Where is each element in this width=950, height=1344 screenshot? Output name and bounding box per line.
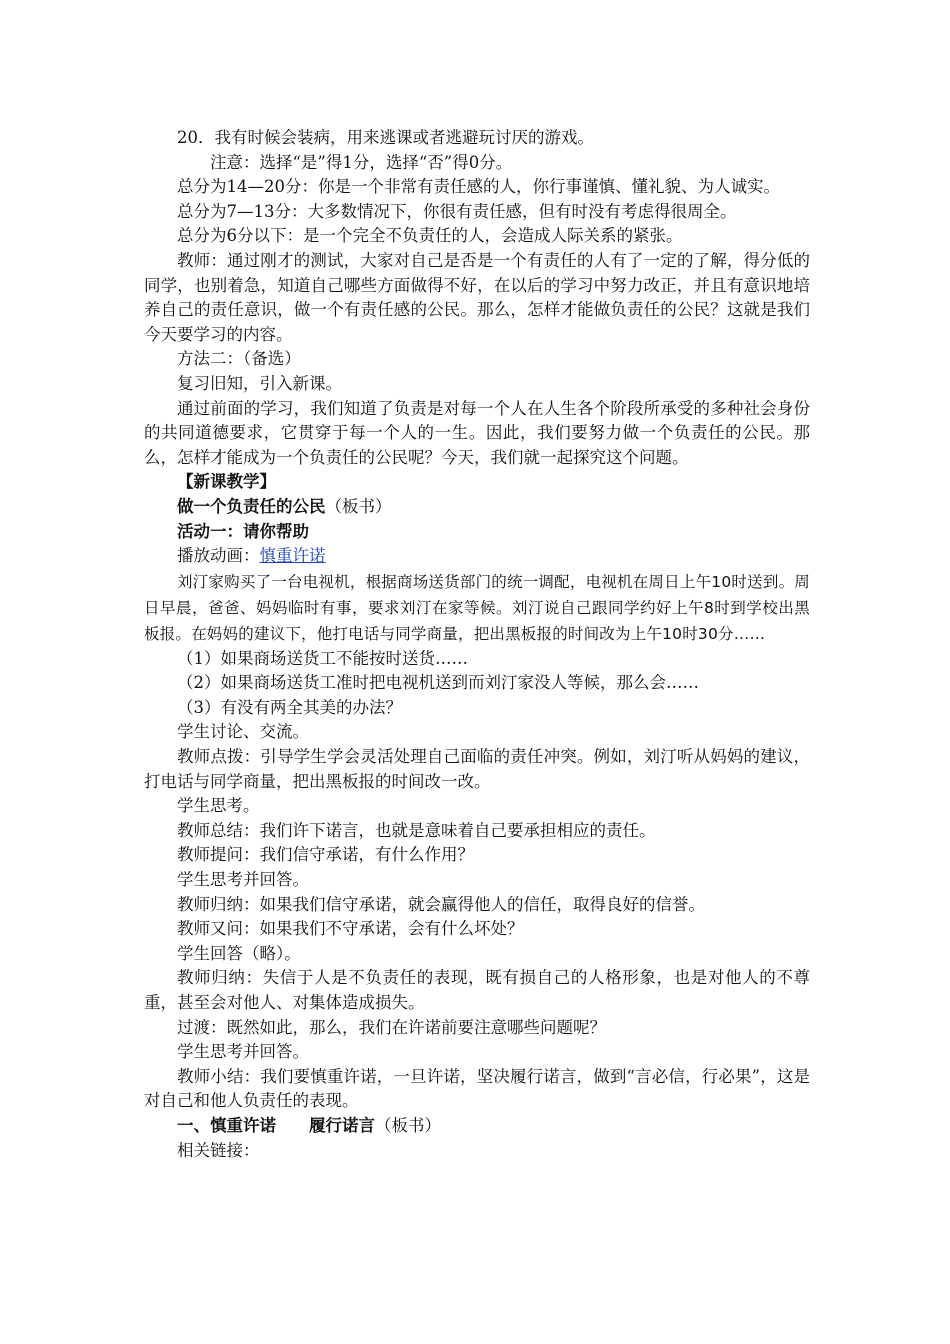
play-animation-label: 播放动画： [177, 546, 260, 566]
method-two: 方法二：（备选） [177, 349, 301, 369]
review-paragraph: 通过前面的学习，我们知道了负责是对每一个人在人生各个阶段所承受的多种社会身份的共同道德要求，它贯穿于每一个人的一生。因此，我们要努力做一个负责任的公民。那么，怎样才能成为一个负责任的公民呢？今天，我们就一起探究这个问题。 [144, 398, 810, 467]
student-discussion: 学生讨论、交流。 [177, 722, 309, 742]
student-answer-2: 学生回答（略）。 [177, 943, 301, 963]
teacher-conclusion-2: 教师归纳：失信于人是不负责任的表现，既有损自己的人格形象，也是对他人的不尊重，甚至会对他人、对集体造成损失。 [144, 968, 810, 1012]
lesson-topic-title: 做一个负责任的公民 [177, 496, 326, 516]
review-intro: 复习旧知，引入新课。 [177, 373, 342, 393]
scoring-note: 注意：选择“是”得1分，选择“否”得0分。 [210, 152, 513, 172]
student-answer-1: 学生思考并回答。 [177, 870, 309, 890]
teacher-question-1: 教师提问：我们信守承诺，有什么作用？ [177, 845, 474, 865]
transition-line: 过渡：既然如此，那么，我们在许诺前要注意哪些问题呢？ [177, 1017, 606, 1037]
score-range-high: 总分为14—20分：你是一个非常有责任感的人，你行事谨慎、懂礼貌、为人诚实。 [177, 177, 780, 197]
teacher-remark: 教师：通过刚才的测试，大家对自己是否是一个有责任的人有了一定的了解，得分低的同学，也别着急，知道自己哪些方面做得不好，在以后的学习中努力改正，并且有意识地培养自己的责任意识，做一个有责任感的公民。那么，怎样才能做负责任的公民？这就是我们今天要学习的内容。 [144, 250, 810, 344]
document-body [144, 126, 810, 1163]
discussion-question-3: （3）有没有两全其美的办法？ [177, 697, 402, 717]
discussion-question-2: （2）如果商场送货工准时把电视机送到而刘汀家没人等候，那么会…… [177, 673, 699, 693]
play-animation-line [144, 544, 810, 569]
question-20: 20．我有时候会装病，用来逃课或者逃避玩讨厌的游戏。 [177, 128, 594, 147]
score-range-mid: 总分为7—13分：大多数情况下，你很有责任感，但有时没有考虑得很周全。 [177, 201, 737, 221]
teacher-question-2: 教师又问：如果我们不守承诺，会有什么坏处？ [177, 919, 524, 939]
teacher-guidance: 教师点拨：引导学生学会灵活处理自己面临的责任冲突。例如，刘汀听从妈妈的建议，打电话与同学商量，把出黑板报的时间改一改。 [144, 747, 810, 791]
discussion-question-1: （1）如果商场送货工不能按时送货…… [177, 648, 468, 668]
teacher-summary-1: 教师总结：我们许下诺言，也就是意味着自己要承担相应的责任。 [177, 820, 656, 840]
heading-one-title: 一、慎重许诺 履行诺言 [177, 1115, 375, 1135]
section-new-lesson: 【新课教学】 [177, 472, 276, 492]
teacher-conclusion-1: 教师归纳：如果我们信守承诺，就会赢得他人的信任，取得良好的信誉。 [177, 894, 705, 914]
score-range-low: 总分为6分以下：是一个完全不负责任的人，会造成人际关系的紧张。 [177, 226, 683, 246]
heading-one [144, 1114, 810, 1139]
story-paragraph: 刘汀家购买了一台电视机，根据商场送货部门的统一调配，电视机在周日上午10时送到。周日早晨，爸爸、妈妈临时有事，要求刘汀在家等候。刘汀说自己跟同学约好上午8时到学校出黑板报。在妈妈的建议下，他打电话与同学商量，把出黑板报的时间改为上午10时30分…… [144, 572, 810, 643]
lesson-topic [144, 495, 810, 520]
related-links: 相关链接： [177, 1140, 260, 1160]
heading-one-note: （板书） [375, 1115, 441, 1135]
teacher-summary-2: 教师小结：我们要慎重许诺，一旦许诺，坚决履行诺言，做到“言必信，行必果”，这是对自己和他人负责任的表现。 [144, 1066, 810, 1111]
student-answer-3: 学生思考并回答。 [177, 1042, 309, 1062]
lesson-topic-note: （板书） [325, 496, 392, 516]
animation-link[interactable]: 慎重许诺 [259, 546, 326, 566]
student-think: 学生思考。 [177, 796, 260, 816]
activity-one-heading: 活动一：请你帮助 [177, 521, 309, 541]
